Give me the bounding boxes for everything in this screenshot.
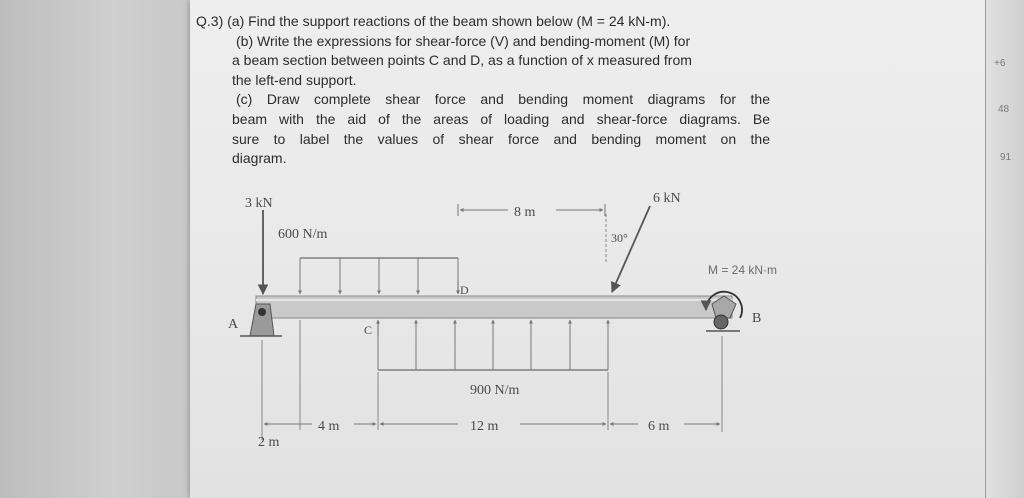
inclined-load-arrow <box>612 206 650 292</box>
dimension-label-2m: 2 m <box>258 435 280 450</box>
distributed-load-label-top: 600 N/m <box>278 227 328 242</box>
part-b-text: (b) Write the expressions for shear-force (V) and bending-moment (M) for <box>236 32 691 49</box>
part-c-text: beam with the aid of the areas of loading and shear-force diagrams. Be <box>232 110 770 127</box>
point-label-d: D <box>460 283 469 297</box>
margin-note: 91 <box>1000 152 1012 163</box>
margin-note: +6 <box>994 58 1006 69</box>
dimension-label-6m: 6 m <box>648 419 670 434</box>
distributed-load-top <box>300 258 458 294</box>
part-c-text: (c) Draw complete shear force and bending moment diagrams for the <box>236 91 770 108</box>
part-a-text: (a) Find the support reactions of the beam shown below (M = 24 kN-m). <box>227 13 671 29</box>
part-b-text: the left-end support. <box>232 71 357 88</box>
distributed-load-label-bottom: 900 N/m <box>470 383 520 398</box>
part-c-text: sure to label the values of shear force and bending moment on the <box>232 130 770 147</box>
point-label-b: B <box>752 311 762 326</box>
moment-label: M = 24 kN·m <box>708 263 778 277</box>
point-label-a: A <box>228 317 239 332</box>
distributed-load-bottom <box>378 320 608 370</box>
point-label-c: C <box>364 323 373 337</box>
angle-label: 30° <box>611 231 628 245</box>
part-b-text: a beam section between points C and D, as a function of x measured from <box>232 52 692 69</box>
question-number: Q.3) <box>196 13 224 29</box>
part-c-text: diagram. <box>232 150 287 167</box>
dimension-label-4m: 4 m <box>318 419 340 434</box>
dimension-label-8m: 8 m <box>514 205 536 220</box>
load-label-3kn: 3 kN <box>245 196 273 211</box>
margin-note: 48 <box>998 104 1010 115</box>
dimension-label-12m: 12 m <box>470 419 499 434</box>
load-label-6kn: 6 kN <box>653 191 681 206</box>
